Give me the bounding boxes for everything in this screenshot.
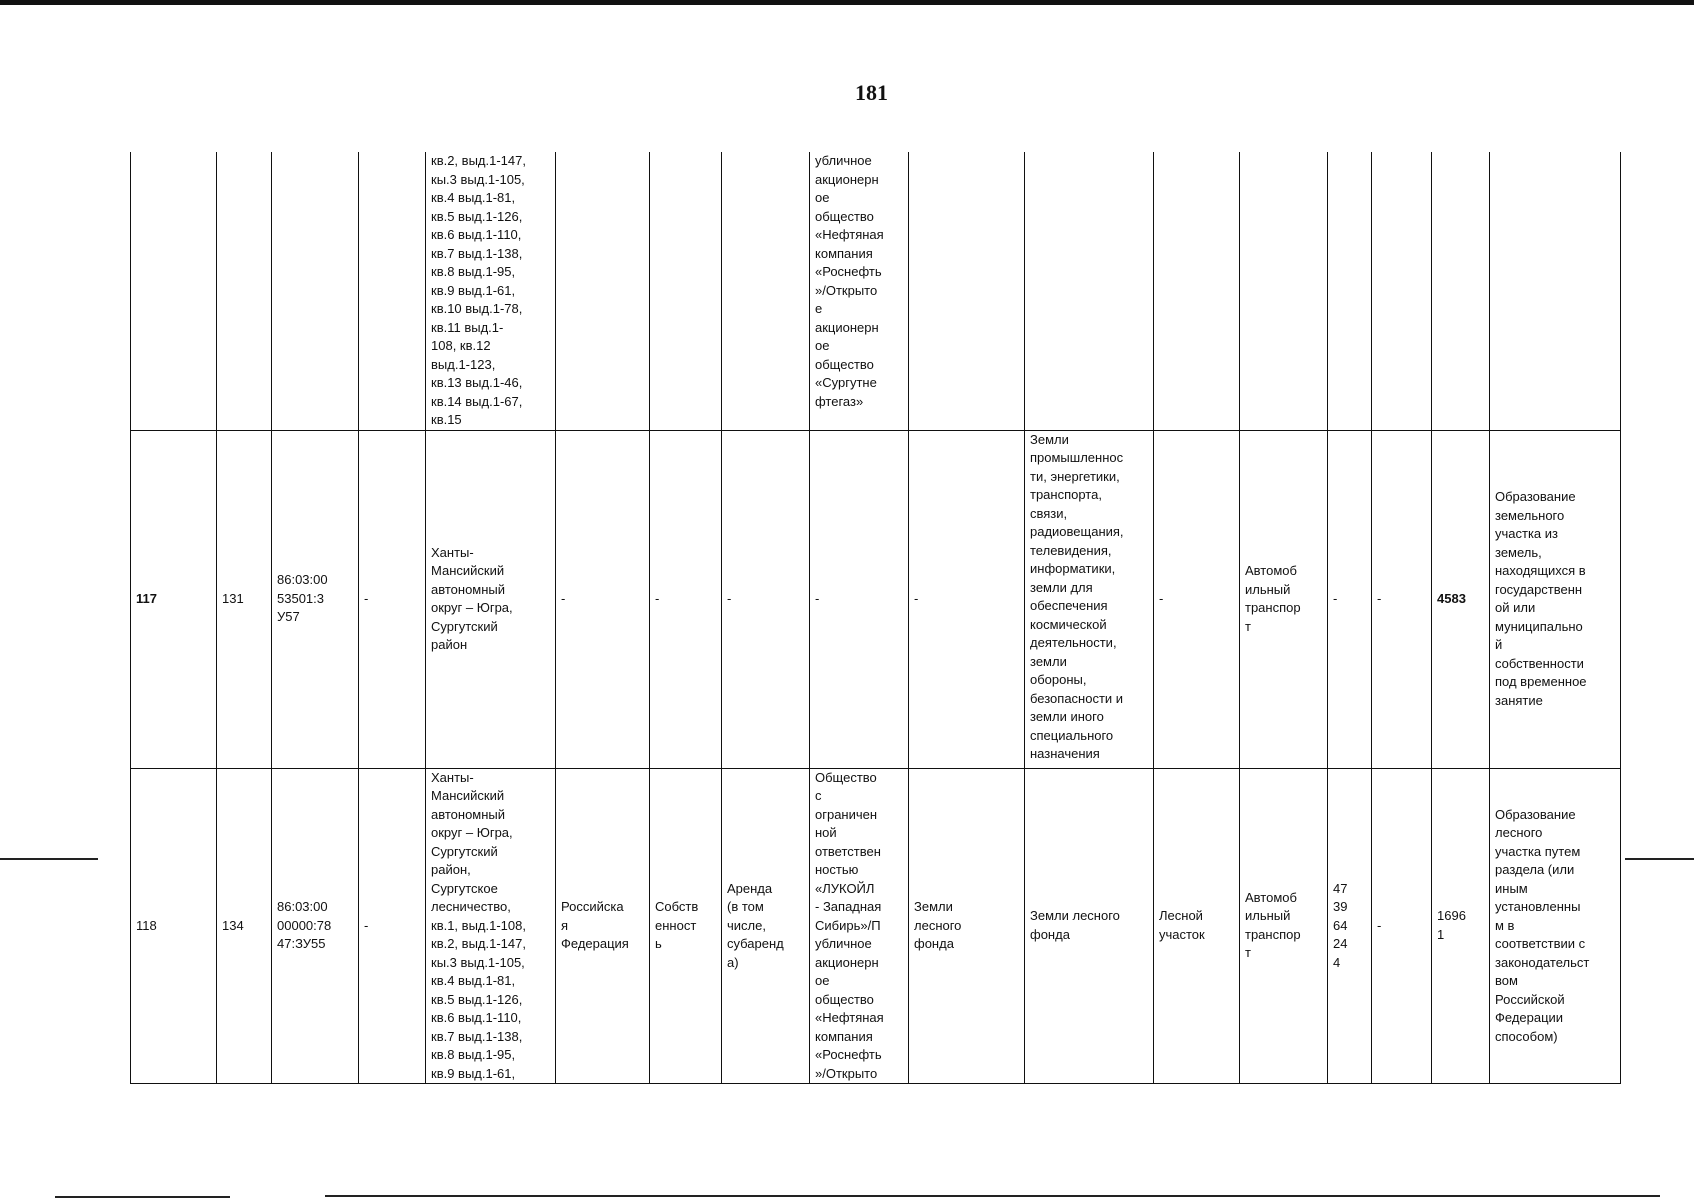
cell-holder: убличное акционерн ое общество «Нефтяная компания «Роснефть »/Открыто е акционерн ое общество «Сургутне фтегаз» — [810, 152, 909, 430]
cell-right-type: Собств енност ь — [650, 768, 722, 1084]
cell-right-type: - — [650, 430, 722, 768]
cell-col-4: - — [359, 430, 426, 768]
bottom-line-right — [325, 1195, 1660, 1197]
cell-area-2: - — [1372, 430, 1432, 768]
cell-right-type — [650, 152, 722, 430]
cell-cadastral-number: 86:03:00 00000:78 47:ЗУ55 — [272, 768, 359, 1084]
cell-owner: Российска я Федерация — [556, 768, 650, 1084]
cell-owner — [556, 152, 650, 430]
cell-location: кв.2, выд.1-147, кы.3 выд.1-105, кв.4 выд.1-81, кв.5 выд.1-126, кв.6 выд.1-110, кв.7 выд.1-138, кв.8 выд.1-95, кв.9 выд.1-61, кв.10 выд.1-78, кв.11 выд.1- 108, кв.12 выд.1-123, кв.13 выд.1-46, кв.14 выд.1-67, кв.15 — [426, 152, 556, 430]
cell-col-4 — [359, 152, 426, 430]
cell-formation-method: Образование земельного участка из земель, находящихся в государственн ой или муниципально й собственности под временное занятие — [1490, 430, 1621, 768]
cell-number: 131 — [217, 430, 272, 768]
table-row-118 — [131, 768, 1621, 1084]
top-rule — [0, 0, 1694, 5]
cell-permitted-use: Лесной участок — [1154, 768, 1240, 1084]
cell-formation-method: Образование лесного участка путем раздела (или иным установленны м в соответствии с законодательст вом Российской Федерации способом) — [1490, 768, 1621, 1084]
cell-owner: - — [556, 430, 650, 768]
cell-encumbrance — [722, 152, 810, 430]
cell-area-1 — [1328, 152, 1372, 430]
cell-use-purpose — [1240, 152, 1328, 430]
cell-number: 134 — [217, 768, 272, 1084]
cell-cadastral-number — [272, 152, 359, 430]
cell-land-category-new: Земли лесного фонда — [1025, 768, 1154, 1084]
cell-permitted-use: - — [1154, 430, 1240, 768]
cell-number — [217, 152, 272, 430]
cell-area-2 — [1372, 152, 1432, 430]
cell-area-1: - — [1328, 430, 1372, 768]
cell-use-purpose: Автомоб ильный транспор т — [1240, 430, 1328, 768]
cell-holder: Общество с ограничен ной ответствен ностью «ЛУКОЙЛ - Западная Сибирь»/П убличное акционерн ое общество «Нефтяная компания «Роснефть »/Открыто — [810, 768, 909, 1084]
cell-location: Ханты- Мансийский автономный округ – Югра, Сургутский район — [426, 430, 556, 768]
cell-land-category — [909, 152, 1025, 430]
cell-area-2: - — [1372, 768, 1432, 1084]
cell-area-1: 47 39 64 24 4 — [1328, 768, 1372, 1084]
cell-encumbrance: - — [722, 430, 810, 768]
cell-land-category: - — [909, 430, 1025, 768]
cell-col-4: - — [359, 768, 426, 1084]
bottom-line-left — [55, 1196, 230, 1198]
cell-land-category-new — [1025, 152, 1154, 430]
cell-row-number: 117 — [131, 430, 217, 768]
cell-formation-method — [1490, 152, 1621, 430]
cell-holder: - — [810, 430, 909, 768]
land-register-table — [130, 152, 1621, 1084]
margin-line-right — [1625, 858, 1694, 860]
table-row-continuation — [131, 152, 1621, 430]
cell-row-number: 118 — [131, 768, 217, 1084]
cell-row-number — [131, 152, 217, 430]
cell-land-category-new: Земли промышленнос ти, энергетики, транспорта, связи, радиовещания, телевидения, информатики, земли для обеспечения космической деятельности, земли обороны, безопасности и земли иного специального назначения — [1025, 430, 1154, 768]
cell-encumbrance: Аренда (в том числе, субаренд а) — [722, 768, 810, 1084]
cell-land-category: Земли лесного фонда — [909, 768, 1025, 1084]
cell-permitted-use — [1154, 152, 1240, 430]
margin-line-left — [0, 858, 98, 860]
cell-area-3 — [1432, 152, 1490, 430]
cell-use-purpose: Автомоб ильный транспор т — [1240, 768, 1328, 1084]
table-row-117 — [131, 430, 1621, 768]
cell-cadastral-number: 86:03:00 53501:3 У57 — [272, 430, 359, 768]
page-number: 181 — [855, 80, 888, 105]
cell-location: Ханты- Мансийский автономный округ – Югра, Сургутский район, Сургутское лесничество, кв.1, выд.1-108, кв.2, выд.1-147, кы.3 выд.1-105, кв.4 выд.1-81, кв.5 выд.1-126, кв.6 выд.1-110, кв.7 выд.1-138, кв.8 выд.1-95, кв.9 выд.1-61, — [426, 768, 556, 1084]
cell-area-3: 1696 1 — [1432, 768, 1490, 1084]
cell-area-3: 4583 — [1432, 430, 1490, 768]
